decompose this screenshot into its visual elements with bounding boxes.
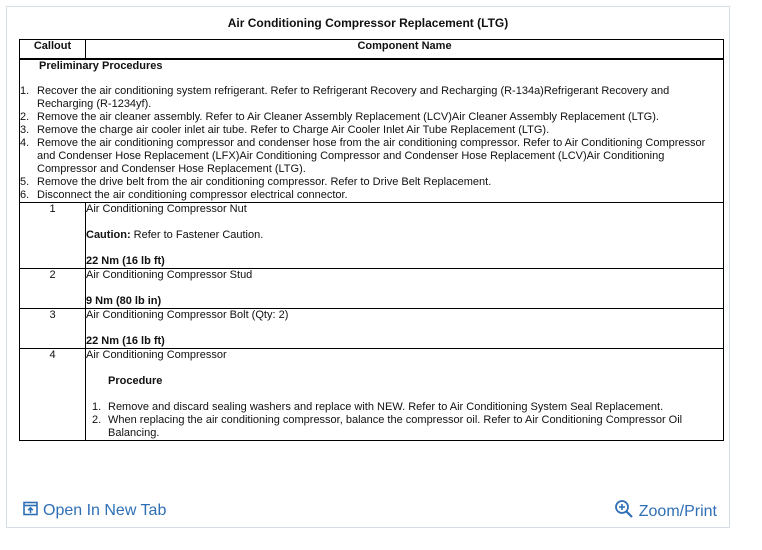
preliminary-step <box>20 111 723 124</box>
table-row <box>20 309 724 349</box>
component-cell <box>86 269 724 309</box>
zoom-print-label: Zoom/Print <box>638 502 717 520</box>
torque-spec: 22 Nm (16 lb ft) <box>86 335 165 347</box>
step-number: 6. <box>20 189 30 201</box>
callout-cell: 2 <box>20 269 86 309</box>
procedure-step <box>86 414 723 440</box>
step-number: 3. <box>20 124 30 136</box>
component-name: Air Conditioning Compressor <box>86 349 227 361</box>
step-text: When replacing the air conditioning compressor, balance the compressor oil. Refer to Air Conditioning Compressor Oil Balancing. <box>108 414 683 439</box>
table-row <box>20 269 724 309</box>
preliminary-row <box>20 59 724 203</box>
component-cell <box>86 309 724 349</box>
step-number: 4. <box>20 137 30 149</box>
component-name: Air Conditioning Compressor Stud <box>86 269 253 281</box>
procedure-step <box>86 401 723 414</box>
step-number: 2. <box>20 111 30 123</box>
preliminary-step <box>20 85 723 111</box>
step-number: 2. <box>92 414 102 426</box>
footer-bar <box>23 501 717 525</box>
step-text: Remove the air cleaner assembly. Refer to Air Cleaner Assembly Replacement (LCV)Air Cleaner Assembly Replacement (LTG). <box>37 111 659 123</box>
preliminary-step <box>20 137 723 176</box>
open-in-new-tab-link[interactable] <box>23 501 166 521</box>
torque-spec: 9 Nm (80 lb in) <box>86 295 162 307</box>
component-name-header: Component Name <box>86 40 724 60</box>
step-text: Disconnect the air conditioning compressor electrical connector. <box>37 189 348 201</box>
caution-text: Refer to Fastener Caution. <box>130 229 264 241</box>
caution-note <box>86 229 723 242</box>
component-cell <box>86 203 724 269</box>
component-table <box>19 39 724 441</box>
preliminary-step <box>20 189 723 202</box>
step-text: Recover the air conditioning system refrigerant. Refer to Refrigerant Recovery and Recharging (R-134a)Refrigerant Recovery and Recharging (R-1234yf). <box>37 85 670 110</box>
preliminary-title: Preliminary Procedures <box>39 60 163 72</box>
zoom-print-link[interactable] <box>614 499 717 524</box>
table-header-row <box>20 40 724 60</box>
procedure-title: Procedure <box>108 375 163 387</box>
table-row <box>20 203 724 269</box>
preliminary-procedures <box>20 59 724 203</box>
step-number: 1. <box>92 401 102 413</box>
procedure-steps <box>86 401 723 440</box>
step-text: Remove and discard sealing washers and replace with NEW. Refer to Air Conditioning System Seal Replacement. <box>108 401 664 413</box>
preliminary-step <box>20 176 723 189</box>
step-number: 1. <box>20 85 30 97</box>
preliminary-step <box>20 124 723 137</box>
open-in-new-tab-label: Open In New Tab <box>43 502 167 519</box>
document-frame <box>6 6 730 528</box>
callout-cell: 4 <box>20 349 86 441</box>
component-cell <box>86 349 724 441</box>
preliminary-steps <box>20 85 723 202</box>
step-text: Remove the charge air cooler inlet air tube. Refer to Charge Air Cooler Inlet Air Tube Replacement (LTG). <box>37 124 550 136</box>
step-text: Remove the air conditioning compressor and condenser hose from the air conditioning compressor. Refer to Air Conditioning Compressor and Condenser Hose Replacement (LFX)Air Conditioning Compressor and Condenser Hose Replacement (LCV)Air Conditioning Compressor and Condenser Hose Replacement (LTG). <box>37 137 706 175</box>
callout-header: Callout <box>20 40 86 60</box>
step-number: 5. <box>20 176 30 188</box>
component-name: Air Conditioning Compressor Nut <box>86 203 247 215</box>
table-row <box>20 349 724 441</box>
open-new-tab-icon <box>23 501 38 521</box>
callout-cell: 1 <box>20 203 86 269</box>
callout-cell: 3 <box>20 309 86 349</box>
magnifier-plus-icon <box>614 499 634 524</box>
component-name: Air Conditioning Compressor Bolt (Qty: 2) <box>86 309 289 321</box>
document-title: Air Conditioning Compressor Replacement (LTG) <box>227 16 509 30</box>
caution-label: Caution: <box>86 229 131 241</box>
step-text: Remove the drive belt from the air conditioning compressor. Refer to Drive Belt Replacement. <box>37 176 492 188</box>
torque-spec: 22 Nm (16 lb ft) <box>86 255 165 267</box>
